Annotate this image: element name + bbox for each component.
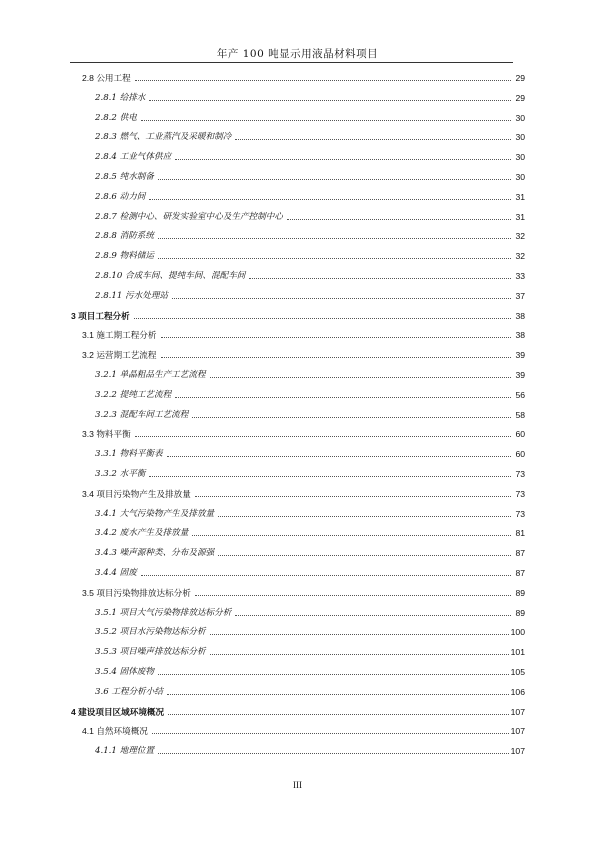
toc-entry-title: 2.8.2 供电 bbox=[95, 112, 137, 123]
toc-entry[interactable] bbox=[71, 308, 525, 322]
toc-entry-page: 73 bbox=[515, 469, 525, 479]
toc-entry-title: 3.3.2 水平衡 bbox=[95, 469, 146, 479]
toc-entry[interactable] bbox=[82, 347, 525, 361]
toc-entry[interactable] bbox=[95, 664, 525, 678]
toc-entry-page: 105 bbox=[510, 667, 525, 677]
toc-entry-title: 2.8.8 消防系统 bbox=[95, 231, 154, 242]
toc-entry-page: 30 bbox=[515, 132, 525, 143]
toc-dot-leader bbox=[210, 377, 511, 378]
toc-entry-title: 3.3.1 物料平衡表 bbox=[95, 449, 163, 460]
toc-entry-page: 87 bbox=[515, 548, 525, 559]
toc-entry[interactable] bbox=[82, 585, 525, 599]
toc-entry[interactable] bbox=[95, 446, 525, 460]
toc-entry-title: 3.5.4 固体废物 bbox=[95, 667, 154, 677]
toc-dot-leader bbox=[134, 318, 511, 319]
toc-entry-page: 81 bbox=[515, 528, 525, 539]
header-divider bbox=[70, 62, 513, 63]
toc-dot-leader bbox=[175, 397, 511, 398]
toc-entry-title: 3.4.3 噪声源种类、分布及源强 bbox=[95, 548, 215, 559]
toc-entry-title: 3.2.3 混配车间工艺流程 bbox=[95, 409, 189, 420]
toc-entry-page: 107 bbox=[510, 706, 525, 717]
toc-entry-title: 3.3 物料平衡 bbox=[82, 429, 131, 440]
toc-entry-title: 2.8 公用工程 bbox=[82, 73, 131, 83]
toc-entry-page: 60 bbox=[515, 429, 525, 440]
toc-dot-leader bbox=[158, 258, 511, 259]
toc-entry[interactable] bbox=[95, 209, 525, 223]
toc-entry-page: 89 bbox=[515, 607, 525, 618]
toc-entry[interactable] bbox=[95, 506, 525, 520]
toc-dot-leader bbox=[167, 694, 509, 695]
toc-dot-leader bbox=[149, 476, 511, 477]
toc-entry[interactable] bbox=[95, 466, 525, 480]
toc-entry-title: 2.8.7 检测中心、研发实验室中心及生产控制中心 bbox=[95, 211, 283, 222]
toc-entry-page: 60 bbox=[515, 449, 525, 460]
toc-entry-page: 30 bbox=[515, 172, 525, 182]
toc-dot-leader bbox=[235, 615, 511, 616]
toc-entry-title: 2.8.6 动力间 bbox=[95, 191, 146, 202]
toc-dot-leader bbox=[192, 417, 511, 418]
toc-dot-leader bbox=[235, 139, 511, 140]
toc-entry-title: 2.8.3 燃气、工业蒸汽及采暖和制冷 bbox=[95, 132, 232, 143]
toc-entry[interactable] bbox=[95, 149, 525, 163]
toc-entry[interactable] bbox=[95, 268, 525, 282]
toc-entry-title: 4.1 自然环境概况 bbox=[82, 726, 148, 737]
toc-dot-leader bbox=[161, 337, 512, 338]
toc-entry-title: 3.5 项目污染物排放达标分析 bbox=[82, 587, 191, 598]
toc-entry[interactable] bbox=[95, 525, 525, 539]
toc-entry[interactable] bbox=[95, 545, 525, 559]
toc-entry-title: 3.4.2 废水产生及排放量 bbox=[95, 528, 189, 539]
toc-dot-leader bbox=[210, 654, 509, 655]
toc-dot-leader bbox=[152, 733, 509, 734]
toc-entry[interactable] bbox=[95, 288, 525, 302]
toc-entry-page: 32 bbox=[515, 231, 525, 242]
toc-entry-title: 3.5.2 项目水污染物达标分析 bbox=[95, 627, 206, 638]
toc-dot-leader bbox=[141, 120, 511, 121]
toc-entry-title: 3.2 运营期工艺流程 bbox=[82, 350, 157, 361]
toc-entry-page: 101 bbox=[510, 647, 525, 658]
toc-entry-title: 3.5.3 项目噪声排放达标分析 bbox=[95, 647, 206, 658]
running-header: 年产 100 吨显示用液晶材料项目 bbox=[216, 48, 379, 60]
toc-entry-title: 4.1.1 地理位置 bbox=[95, 746, 154, 757]
toc-entry[interactable] bbox=[95, 228, 525, 242]
toc-entry-title: 3.1 施工期工程分析 bbox=[82, 330, 157, 341]
toc-entry-page: 31 bbox=[515, 191, 525, 202]
toc-dot-leader bbox=[210, 634, 509, 635]
toc-entry-page: 39 bbox=[515, 350, 525, 361]
toc-dot-leader bbox=[218, 555, 511, 556]
toc-entry[interactable] bbox=[95, 605, 525, 619]
toc-entry-page: 58 bbox=[515, 409, 525, 420]
toc-entry-title: 3.2.1 单晶粗品生产工艺流程 bbox=[95, 370, 206, 380]
toc-dot-leader bbox=[192, 535, 511, 536]
toc-entry-page: 100 bbox=[510, 627, 525, 638]
toc-entry-page: 30 bbox=[515, 112, 525, 123]
toc-entry-page: 73 bbox=[515, 508, 525, 519]
toc-dot-leader bbox=[149, 199, 511, 200]
toc-entry-page: 87 bbox=[515, 568, 525, 578]
toc-entry[interactable] bbox=[95, 110, 525, 124]
toc-dot-leader bbox=[249, 278, 511, 279]
toc-entry-page: 73 bbox=[515, 488, 525, 499]
toc-dot-leader bbox=[161, 357, 512, 358]
toc-entry-title: 2.8.11 污水处理站 bbox=[95, 290, 169, 301]
toc-dot-leader bbox=[218, 516, 511, 517]
toc-entry-page: 106 bbox=[510, 686, 525, 697]
toc-entry-page: 89 bbox=[515, 587, 525, 598]
toc-dot-leader bbox=[195, 496, 511, 497]
toc-dot-leader bbox=[158, 238, 511, 239]
toc-dot-leader bbox=[167, 456, 511, 457]
toc-dot-leader bbox=[175, 159, 511, 160]
toc-entry[interactable] bbox=[82, 486, 525, 500]
toc-entry-title: 2.8.5 纯水制备 bbox=[95, 172, 154, 182]
toc-entry-page: 30 bbox=[515, 152, 525, 163]
toc-entry[interactable] bbox=[95, 407, 525, 421]
toc-entry[interactable] bbox=[82, 723, 525, 737]
toc-entry[interactable] bbox=[95, 565, 525, 579]
toc-dot-leader bbox=[172, 298, 511, 299]
toc-entry-page: 29 bbox=[515, 92, 525, 103]
toc-entry-page: 37 bbox=[515, 290, 525, 301]
toc-entry-title: 3.4 项目污染物产生及排放量 bbox=[82, 488, 191, 499]
toc-dot-leader bbox=[141, 575, 511, 576]
toc-entry-page: 56 bbox=[515, 389, 525, 400]
toc-entry-title: 2.8.4 工业气体供应 bbox=[95, 152, 172, 163]
toc-entry[interactable] bbox=[95, 387, 525, 401]
toc-entry[interactable] bbox=[95, 644, 525, 658]
toc-entry[interactable] bbox=[95, 624, 525, 638]
toc-dot-leader bbox=[135, 80, 511, 81]
toc-entry-title: 2.8.9 物料储运 bbox=[95, 251, 154, 262]
toc-entry-title: 2.8.10 合成车间、提纯车间、混配车间 bbox=[95, 271, 246, 281]
toc-entry-title: 4 建设项目区域环境概况 bbox=[71, 706, 165, 717]
toc-entry[interactable] bbox=[95, 248, 525, 262]
toc-entry[interactable] bbox=[71, 704, 525, 718]
toc-entry[interactable] bbox=[95, 129, 525, 143]
toc-entry-title: 3.2.2 提纯工艺流程 bbox=[95, 389, 172, 400]
toc-dot-leader bbox=[149, 100, 511, 101]
toc-dot-leader bbox=[158, 753, 509, 754]
toc-entry-title: 3.4.4 固废 bbox=[95, 568, 137, 578]
toc-dot-leader bbox=[168, 714, 509, 715]
toc-entry[interactable] bbox=[95, 684, 525, 698]
toc-entry-title: 3 项目工程分析 bbox=[71, 310, 130, 321]
toc-dot-leader bbox=[195, 595, 511, 596]
toc-entry-page: 31 bbox=[515, 211, 525, 222]
toc-entry-page: 29 bbox=[515, 73, 525, 83]
toc-entry-title: 3.5.1 项目大气污染物排放达标分析 bbox=[95, 607, 232, 618]
toc-dot-leader bbox=[158, 179, 511, 180]
toc-entry[interactable] bbox=[82, 327, 525, 341]
toc-entry-title: 2.8.1 给排水 bbox=[95, 92, 146, 103]
toc-entry-page: 38 bbox=[515, 330, 525, 341]
toc-entry-page: 39 bbox=[515, 370, 525, 380]
toc-entry-title: 3.4.1 大气污染物产生及排放量 bbox=[95, 508, 215, 519]
toc-dot-leader bbox=[135, 436, 511, 437]
toc-entry-page: 107 bbox=[510, 726, 525, 737]
toc-entry[interactable] bbox=[95, 743, 525, 757]
toc-entry-page: 33 bbox=[515, 271, 525, 281]
toc-entry-page: 38 bbox=[515, 310, 525, 321]
toc-entry[interactable] bbox=[95, 90, 525, 104]
toc-entry[interactable] bbox=[82, 70, 525, 84]
toc-entry[interactable] bbox=[95, 189, 525, 203]
toc-dot-leader bbox=[287, 219, 511, 220]
toc-entry-page: 32 bbox=[515, 251, 525, 262]
toc-entry-page: 107 bbox=[510, 746, 525, 757]
toc-entry[interactable] bbox=[95, 367, 525, 381]
toc-entry-title: 3.6 工程分析小结 bbox=[95, 686, 163, 697]
toc-entry[interactable] bbox=[82, 426, 525, 440]
toc-entry[interactable] bbox=[95, 169, 525, 183]
page-number: III bbox=[293, 780, 302, 790]
toc-dot-leader bbox=[158, 674, 509, 675]
